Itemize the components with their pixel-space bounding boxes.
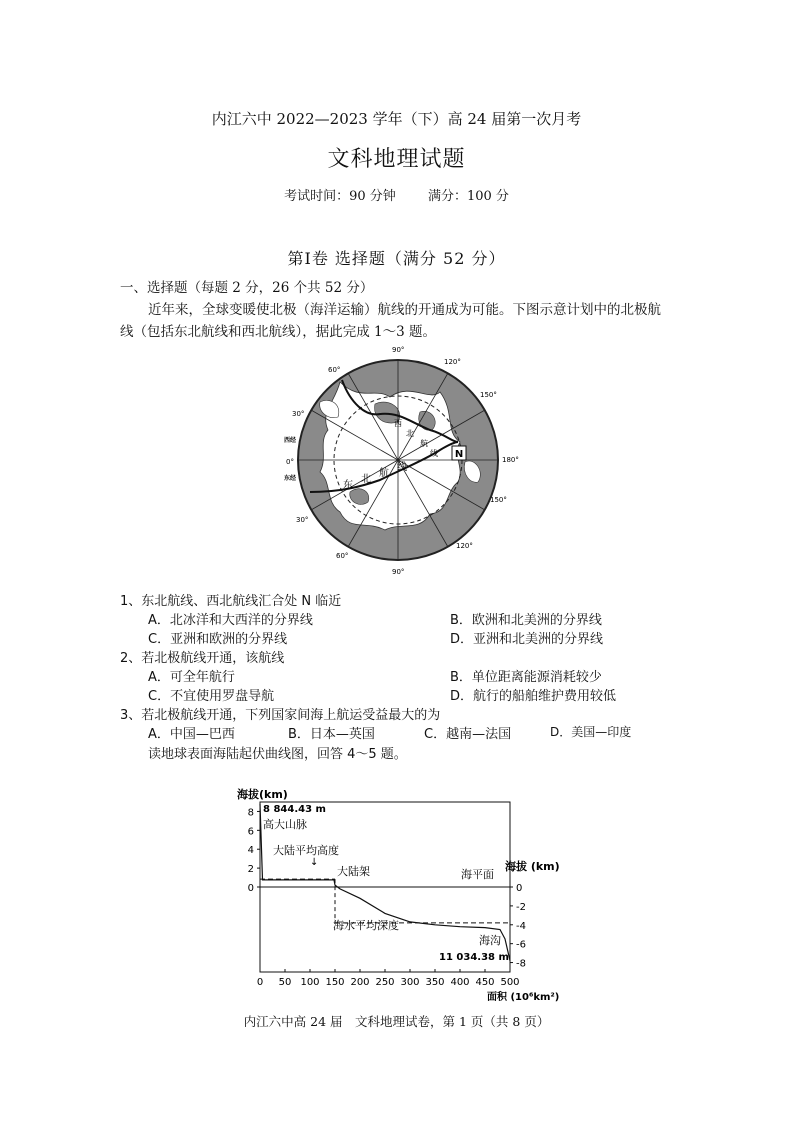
land-avg-label: 大陆平均高度 [273, 844, 339, 857]
land-avg-arrow: ↓ [310, 857, 319, 868]
section-title: 第Ⅰ卷 选择题（满分 52 分） [287, 249, 506, 268]
x-tick-label: 300 [400, 977, 420, 988]
peak-label: 高大山脉 [263, 818, 307, 831]
lon-label-180: 180° [502, 456, 519, 464]
lon-label-120-bottom: 120° [456, 542, 473, 550]
q1-option-b: B．欧洲和北美洲的分界线 [450, 613, 602, 628]
q2-option-b: B．单位距离能源消耗较少 [450, 670, 602, 685]
nw-route-char-3: 航 [420, 439, 428, 448]
y-left-tick-labels [248, 807, 260, 894]
ocean-avg-label: 海水平均深度 [333, 919, 399, 932]
y-right-tick-label: -8 [516, 958, 526, 970]
chart-reference-lines [260, 879, 510, 923]
lon-label-30-top: 30° [292, 410, 305, 418]
y-right-tick-label: 0 [516, 883, 523, 894]
lon-label-bottom: 90° [392, 568, 405, 576]
y-left-tick-label: 0 [247, 883, 254, 894]
q3-option-b: B．日本—英国 [288, 727, 375, 742]
q1-option-a: A．北冰洋和大西洋的分界线 [148, 613, 313, 628]
q2-option-a: A．可全年航行 [148, 670, 235, 685]
arctic-route-map [280, 342, 520, 580]
x-tick-label: 500 [500, 977, 520, 988]
lon-label-60-bottom: 60° [336, 552, 349, 560]
xlabel: 面积 (10⁶km²) [487, 992, 560, 1003]
y-left-tick-label: 6 [247, 826, 254, 838]
y-right-tick-label: -4 [516, 920, 526, 932]
ylabel-right: 海拔 (km) [505, 860, 560, 873]
ne-route-char-3: 航 [379, 468, 389, 479]
q2-option-d: D．航行的船舶维护费用较低 [450, 689, 617, 704]
subject-title: 文科地理试题 [327, 147, 466, 172]
nw-route-char-2: 北 [406, 429, 414, 438]
x-tick-label: 250 [375, 977, 395, 988]
x-tick-label: 350 [425, 977, 445, 988]
west-longitude-label: 西经 [284, 437, 297, 444]
lon-label-top: 90° [392, 346, 405, 354]
lon-label-120-top: 120° [444, 358, 461, 366]
east-longitude-label: 东经 [284, 475, 297, 482]
sea-level-label: 海平面 [461, 868, 494, 881]
x-tick-label: 450 [475, 977, 495, 988]
nw-route-char-1: 西 [394, 419, 402, 428]
y-left-tick-label: 8 [247, 807, 254, 819]
point-n-label: N [454, 449, 464, 460]
y-left-tick-label: 4 [247, 845, 254, 857]
passage2: 读地球表面海陆起伏曲线图，回答 4～5 题。 [148, 747, 407, 762]
full-score: 满分：100 分 [427, 189, 509, 204]
x-tick-label: 200 [350, 977, 370, 988]
q1-option-c: C．亚洲和欧洲的分界线 [148, 632, 288, 647]
y-left-tick-label: 2 [247, 864, 254, 876]
exam-info [0, 185, 793, 204]
lon-label-150-bottom: 150° [490, 496, 507, 504]
exam-time: 考试时间：90 分钟 [284, 189, 396, 204]
x-tick-label: 100 [300, 977, 320, 988]
peak-value: 8 844.43 m [263, 804, 326, 815]
passage1-line1: 近年来，全球变暖使北极（海洋运输）航线的开通成为可能。下图示意计划中的北极航 [148, 302, 661, 318]
y-right-tick-labels [510, 883, 526, 970]
x-tick-label: 0 [256, 977, 264, 988]
school-exam-title: 内江六中 2022—2023 学年（下）高 24 届第一次月考 [211, 110, 582, 128]
x-tick-label: 150 [325, 977, 345, 988]
q1-option-d: D．亚洲和北美洲的分界线 [450, 632, 604, 647]
q3-option-a: A．中国—巴西 [148, 727, 235, 742]
lon-label-30-bottom: 30° [296, 516, 309, 524]
hypsographic-chart [225, 782, 570, 1006]
x-tick-label: 400 [450, 977, 470, 988]
q3-stem: 3、若北极航线开通，下列国家间海上航运受益最大的为 [120, 708, 441, 723]
ne-route-char-2: 北 [361, 474, 371, 485]
trench-label: 海沟 [479, 934, 501, 947]
q1-stem: 1、东北航线、西北航线汇合处 N 临近 [120, 594, 342, 609]
ne-route-char-1: 东 [343, 480, 353, 491]
trench-value: 11 034.38 m [439, 952, 509, 963]
lon-label-0: 0° [286, 458, 294, 466]
shelf-label: 大陆架 [337, 865, 370, 878]
q3-option-c: C．越南—法国 [424, 727, 512, 742]
x-tick-label: 50 [278, 977, 292, 988]
lon-label-60-top: 60° [328, 366, 341, 374]
page-footer: 内江六中高 24 届 文科地理试卷，第 1 页（共 8 页） [243, 1014, 550, 1029]
ylabel-left: 海拔(km) [237, 788, 288, 801]
lon-label-150-top: 150° [480, 391, 497, 399]
ne-route-char-4: 线 [397, 462, 407, 473]
y-right-tick-label: -6 [516, 939, 526, 951]
section-instructions: 一、选择题（每题 2 分，26 个共 52 分） [120, 280, 374, 296]
q2-option-c: C．不宜使用罗盘导航 [148, 689, 275, 704]
q3-option-d: D．美国—印度 [550, 725, 632, 739]
nw-route-char-4: 线 [430, 449, 438, 458]
passage1-line2: 线（包括东北航线和西北航线），据此完成 1～3 题。 [120, 324, 437, 340]
y-right-tick-label: -2 [516, 901, 526, 913]
q2-stem: 2、若北极航线开通，该航线 [120, 651, 285, 666]
